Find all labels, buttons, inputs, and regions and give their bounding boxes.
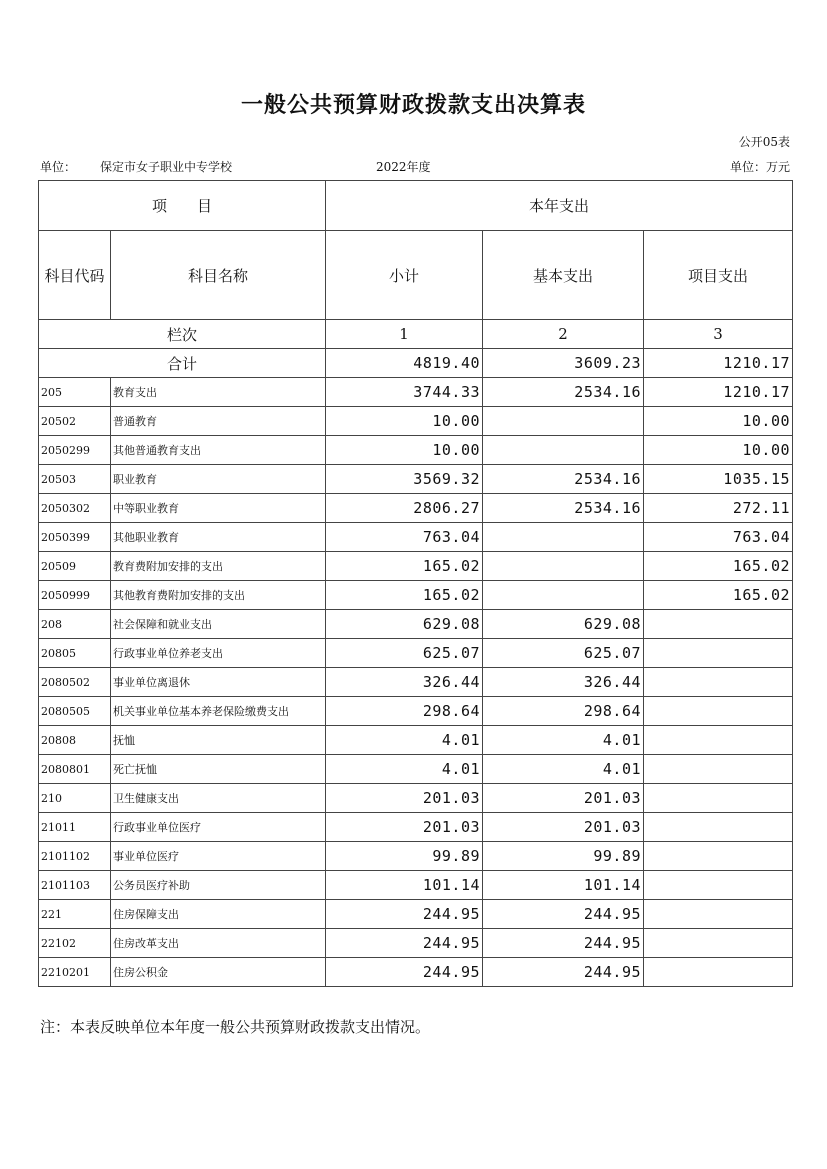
row-name: 行政事业单位医疗: [111, 813, 326, 842]
row-name: 职业教育: [111, 465, 326, 494]
row-name: 其他普通教育支出: [111, 436, 326, 465]
row-subtotal: 101.14: [326, 871, 483, 900]
fiscal-year: 2022年度: [376, 160, 431, 174]
row-name: 公务员医疗补助: [111, 871, 326, 900]
table-row: [39, 784, 793, 813]
row-name: 住房保障支出: [111, 900, 326, 929]
row-code: 205: [39, 378, 111, 407]
row-project: 10.00: [644, 407, 793, 436]
row-name: 教育支出: [111, 378, 326, 407]
row-project: [644, 929, 793, 958]
table-row: [39, 552, 793, 581]
header-col3: 3: [644, 320, 793, 349]
row-code: 22102: [39, 929, 111, 958]
row-code: 2080505: [39, 697, 111, 726]
row-project: 763.04: [644, 523, 793, 552]
table-row: [39, 436, 793, 465]
row-subtotal: 4.01: [326, 726, 483, 755]
row-code: 20503: [39, 465, 111, 494]
table-row: [39, 378, 793, 407]
row-project: 165.02: [644, 581, 793, 610]
row-name: 行政事业单位养老支出: [111, 639, 326, 668]
row-code: 2050299: [39, 436, 111, 465]
row-name: 普通教育: [111, 407, 326, 436]
row-code: 210: [39, 784, 111, 813]
table-row: [39, 494, 793, 523]
row-subtotal: 244.95: [326, 900, 483, 929]
header-column-index: 栏次: [39, 320, 326, 349]
row-subtotal: 99.89: [326, 842, 483, 871]
table-row: [39, 842, 793, 871]
row-project: [644, 842, 793, 871]
row-basic: [483, 436, 644, 465]
row-name: 事业单位离退休: [111, 668, 326, 697]
unit-label: 单位：: [40, 160, 77, 174]
row-basic: [483, 552, 644, 581]
money-unit: 单位：万元: [729, 160, 790, 174]
row-project: [644, 639, 793, 668]
row-code: 21011: [39, 813, 111, 842]
row-name: 机关事业单位基本养老保险缴费支出: [111, 697, 326, 726]
row-project: 10.00: [644, 436, 793, 465]
header-subtotal: 小计: [326, 231, 483, 320]
table-row: [39, 697, 793, 726]
row-basic: 629.08: [483, 610, 644, 639]
row-subtotal: 3569.32: [326, 465, 483, 494]
row-project: [644, 610, 793, 639]
table-row: [39, 407, 793, 436]
header-basic: 基本支出: [483, 231, 644, 320]
row-basic: 201.03: [483, 813, 644, 842]
unit-name: 保定市女子职业中专学校: [100, 160, 233, 174]
header-project: 项 目: [39, 181, 326, 231]
row-code: 2050999: [39, 581, 111, 610]
row-subtotal: 298.64: [326, 697, 483, 726]
total-row: [39, 349, 793, 378]
row-basic: 4.01: [483, 755, 644, 784]
row-basic: 2534.16: [483, 378, 644, 407]
row-name: 住房改革支出: [111, 929, 326, 958]
row-project: [644, 900, 793, 929]
row-project: 1035.15: [644, 465, 793, 494]
row-basic: 4.01: [483, 726, 644, 755]
row-basic: [483, 523, 644, 552]
row-project: [644, 697, 793, 726]
footnote: 注：本表反映单位本年度一般公共预算财政拨款支出情况。: [40, 1018, 431, 1036]
row-subtotal: 625.07: [326, 639, 483, 668]
table-row: [39, 610, 793, 639]
row-code: 2101102: [39, 842, 111, 871]
row-subtotal: 10.00: [326, 436, 483, 465]
header-project-exp: 项目支出: [644, 231, 793, 320]
header-name: 科目名称: [111, 231, 326, 320]
row-name: 抚恤: [111, 726, 326, 755]
row-basic: 244.95: [483, 900, 644, 929]
row-name: 中等职业教育: [111, 494, 326, 523]
row-project: [644, 755, 793, 784]
row-subtotal: 165.02: [326, 581, 483, 610]
total-basic: 3609.23: [483, 349, 644, 378]
form-number: 公开05表: [738, 135, 790, 149]
row-subtotal: 326.44: [326, 668, 483, 697]
row-project: [644, 726, 793, 755]
row-subtotal: 629.08: [326, 610, 483, 639]
row-basic: 625.07: [483, 639, 644, 668]
row-code: 20509: [39, 552, 111, 581]
row-name: 其他教育费附加安排的支出: [111, 581, 326, 610]
header-row-index: [39, 320, 793, 349]
row-project: [644, 958, 793, 987]
row-subtotal: 4.01: [326, 755, 483, 784]
row-basic: [483, 407, 644, 436]
row-code: 208: [39, 610, 111, 639]
row-code: 20805: [39, 639, 111, 668]
row-code: 2210201: [39, 958, 111, 987]
header-col1: 1: [326, 320, 483, 349]
row-code: 20502: [39, 407, 111, 436]
row-name: 其他职业教育: [111, 523, 326, 552]
table-row: [39, 639, 793, 668]
row-subtotal: 244.95: [326, 958, 483, 987]
row-code: 20808: [39, 726, 111, 755]
row-subtotal: 165.02: [326, 552, 483, 581]
row-basic: 244.95: [483, 958, 644, 987]
table-row: [39, 668, 793, 697]
row-code: 2080801: [39, 755, 111, 784]
row-subtotal: 3744.33: [326, 378, 483, 407]
table-row: [39, 929, 793, 958]
row-name: 教育费附加安排的支出: [111, 552, 326, 581]
row-code: 221: [39, 900, 111, 929]
table-row: [39, 755, 793, 784]
row-name: 卫生健康支出: [111, 784, 326, 813]
row-basic: 298.64: [483, 697, 644, 726]
row-project: 1210.17: [644, 378, 793, 407]
row-code: 2050399: [39, 523, 111, 552]
row-project: [644, 668, 793, 697]
table-row: [39, 871, 793, 900]
row-subtotal: 201.03: [326, 784, 483, 813]
header-row-2: [39, 231, 793, 320]
row-subtotal: 10.00: [326, 407, 483, 436]
row-basic: 244.95: [483, 929, 644, 958]
table-row: [39, 726, 793, 755]
row-project: [644, 871, 793, 900]
row-basic: 326.44: [483, 668, 644, 697]
row-project: 165.02: [644, 552, 793, 581]
row-project: [644, 784, 793, 813]
row-subtotal: 763.04: [326, 523, 483, 552]
header-row-1: [39, 181, 793, 231]
row-basic: 99.89: [483, 842, 644, 871]
total-subtotal: 4819.40: [326, 349, 483, 378]
table-row: [39, 958, 793, 987]
row-code: 2050302: [39, 494, 111, 523]
row-name: 死亡抚恤: [111, 755, 326, 784]
page-title: 一般公共预算财政拨款支出决算表: [240, 92, 586, 118]
expenditure-table: [38, 180, 793, 987]
row-code: 2101103: [39, 871, 111, 900]
header-col2: 2: [483, 320, 644, 349]
table-row: [39, 465, 793, 494]
header-this-year: 本年支出: [326, 181, 793, 231]
row-name: 事业单位医疗: [111, 842, 326, 871]
row-basic: 101.14: [483, 871, 644, 900]
row-code: 2080502: [39, 668, 111, 697]
row-project: 272.11: [644, 494, 793, 523]
row-basic: [483, 581, 644, 610]
total-label: 合计: [39, 349, 326, 378]
row-basic: 2534.16: [483, 494, 644, 523]
row-subtotal: 244.95: [326, 929, 483, 958]
header-code: 科目代码: [39, 231, 111, 320]
total-project: 1210.17: [644, 349, 793, 378]
row-subtotal: 201.03: [326, 813, 483, 842]
row-project: [644, 813, 793, 842]
table-row: [39, 523, 793, 552]
row-name: 社会保障和就业支出: [111, 610, 326, 639]
table-row: [39, 813, 793, 842]
row-subtotal: 2806.27: [326, 494, 483, 523]
table-row: [39, 900, 793, 929]
table-row: [39, 581, 793, 610]
row-basic: 201.03: [483, 784, 644, 813]
row-name: 住房公积金: [111, 958, 326, 987]
row-basic: 2534.16: [483, 465, 644, 494]
